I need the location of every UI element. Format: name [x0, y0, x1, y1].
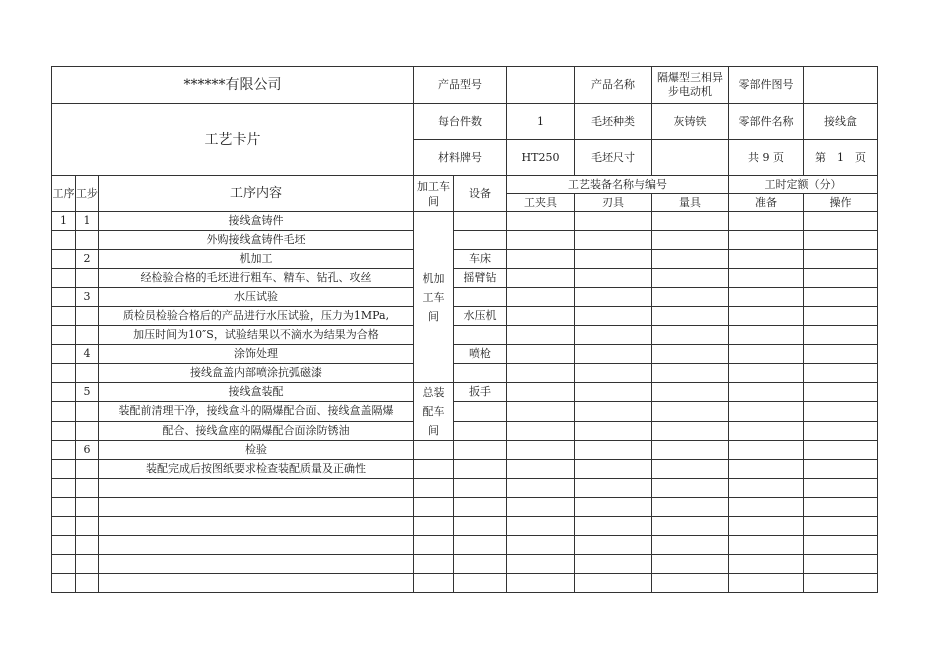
col-header-time: 工时定额（分） — [729, 176, 878, 194]
row-cutter — [575, 269, 652, 288]
row-cutter — [575, 402, 652, 421]
row-operation — [804, 574, 878, 593]
row-step — [76, 421, 99, 440]
row-operation — [804, 498, 878, 517]
row-equipment — [454, 441, 507, 460]
row-operation — [804, 326, 878, 345]
table-row — [52, 498, 878, 517]
part-name-value: 接线盒 — [804, 104, 878, 140]
row-gauge — [652, 326, 729, 345]
row-content — [99, 517, 414, 536]
row-cutter — [575, 574, 652, 593]
row-fixture — [507, 536, 575, 555]
per-unit-label: 每台件数 — [414, 104, 507, 140]
table-row — [52, 402, 878, 421]
table-row — [52, 231, 878, 250]
row-cutter — [575, 212, 652, 231]
row-operation — [804, 460, 878, 479]
row-prep — [729, 250, 804, 269]
row-seq — [52, 460, 76, 479]
row-fixture — [507, 441, 575, 460]
row-step — [76, 555, 99, 574]
col-header-prep: 准备 — [729, 194, 804, 212]
row-cutter — [575, 307, 652, 326]
row-step — [76, 498, 99, 517]
row-prep — [729, 536, 804, 555]
row-fixture — [507, 421, 575, 440]
row-content — [99, 498, 414, 517]
col-header-cutter: 刃具 — [575, 194, 652, 212]
part-drawing-value — [804, 67, 878, 104]
table-row — [52, 307, 878, 326]
row-equipment — [454, 479, 507, 498]
row-fixture — [507, 326, 575, 345]
blank-type-label: 毛坯种类 — [575, 104, 652, 140]
row-seq: 1 — [52, 212, 76, 231]
table-row — [52, 574, 878, 593]
row-step — [76, 460, 99, 479]
row-gauge — [652, 536, 729, 555]
row-equipment — [454, 574, 507, 593]
row-step — [76, 307, 99, 326]
row-operation — [804, 421, 878, 440]
row-content: 机加工 — [99, 250, 414, 269]
row-content: 经检验合格的毛坯进行粗车、精车、钻孔、攻丝 — [99, 269, 414, 288]
table-row — [52, 269, 878, 288]
row-step — [76, 364, 99, 383]
row-workshop — [414, 574, 454, 593]
row-seq — [52, 402, 76, 421]
row-operation — [804, 269, 878, 288]
workshop-machining: 机加工车间 — [414, 212, 454, 383]
row-cutter — [575, 250, 652, 269]
row-fixture — [507, 231, 575, 250]
table-row — [52, 212, 878, 231]
table-row — [52, 460, 878, 479]
col-header-workshop: 加工车间 — [414, 176, 454, 212]
row-content — [99, 574, 414, 593]
row-fixture — [507, 269, 575, 288]
row-step: 5 — [76, 383, 99, 402]
row-operation — [804, 288, 878, 307]
row-operation — [804, 555, 878, 574]
row-prep — [729, 269, 804, 288]
row-seq — [52, 364, 76, 383]
row-seq — [52, 231, 76, 250]
row-cutter — [575, 555, 652, 574]
row-prep — [729, 231, 804, 250]
row-operation — [804, 536, 878, 555]
row-cutter — [575, 345, 652, 364]
row-fixture — [507, 555, 575, 574]
row-cutter — [575, 364, 652, 383]
row-step — [76, 574, 99, 593]
row-cutter — [575, 479, 652, 498]
row-operation — [804, 517, 878, 536]
row-step — [76, 536, 99, 555]
row-equipment — [454, 421, 507, 440]
per-unit-value: 1 — [507, 104, 575, 140]
row-operation — [804, 441, 878, 460]
row-gauge — [652, 307, 729, 326]
row-operation — [804, 307, 878, 326]
row-content: 装配前清理干净，接线盒斗的隔爆配合面、接线盒盖隔爆 — [99, 402, 414, 421]
table-row — [52, 555, 878, 574]
workshop-assembly: 总装配车间 — [414, 383, 454, 441]
row-gauge — [652, 231, 729, 250]
total-pages: 共 9 页 — [729, 140, 804, 176]
row-gauge — [652, 498, 729, 517]
material-value: HT250 — [507, 140, 575, 176]
part-drawing-label: 零部件图号 — [729, 67, 804, 104]
row-content: 检验 — [99, 441, 414, 460]
row-fixture — [507, 364, 575, 383]
table-row — [52, 326, 878, 345]
row-fixture — [507, 498, 575, 517]
row-cutter — [575, 421, 652, 440]
row-content: 外购接线盒铸件毛坯 — [99, 231, 414, 250]
row-seq — [52, 498, 76, 517]
row-operation — [804, 345, 878, 364]
row-equipment — [454, 212, 507, 231]
table-row — [52, 250, 878, 269]
row-gauge — [652, 460, 729, 479]
row-content — [99, 555, 414, 574]
table-row — [52, 288, 878, 307]
row-operation — [804, 212, 878, 231]
material-label: 材料牌号 — [414, 140, 507, 176]
table-row — [52, 517, 878, 536]
row-prep — [729, 441, 804, 460]
row-gauge — [652, 383, 729, 402]
row-equipment — [454, 402, 507, 421]
row-fixture — [507, 307, 575, 326]
row-fixture — [507, 250, 575, 269]
row-step: 3 — [76, 288, 99, 307]
blank-size-label: 毛坯尺寸 — [575, 140, 652, 176]
row-prep — [729, 555, 804, 574]
row-seq — [52, 383, 76, 402]
row-fixture — [507, 288, 575, 307]
row-equipment — [454, 536, 507, 555]
row-equipment — [454, 517, 507, 536]
row-step: 6 — [76, 441, 99, 460]
row-content: 质检员检验合格后的产品进行水压试验，压力为1MPa, — [99, 307, 414, 326]
blank-type-value: 灰铸铁 — [652, 104, 729, 140]
row-seq — [52, 574, 76, 593]
row-operation — [804, 364, 878, 383]
col-header-tooling: 工艺装备名称与编号 — [507, 176, 729, 194]
row-fixture — [507, 212, 575, 231]
row-operation — [804, 383, 878, 402]
row-prep — [729, 479, 804, 498]
row-workshop — [414, 555, 454, 574]
row-seq — [52, 441, 76, 460]
part-name-label: 零部件名称 — [729, 104, 804, 140]
product-model-value — [507, 67, 575, 104]
row-prep — [729, 460, 804, 479]
row-fixture — [507, 383, 575, 402]
row-prep — [729, 288, 804, 307]
row-operation — [804, 250, 878, 269]
product-name-label: 产品名称 — [575, 67, 652, 104]
row-cutter — [575, 326, 652, 345]
row-operation — [804, 231, 878, 250]
row-workshop — [414, 498, 454, 517]
row-cutter — [575, 536, 652, 555]
row-fixture — [507, 345, 575, 364]
table-row — [52, 345, 878, 364]
row-content: 接线盒盖内部喷涂抗弧磁漆 — [99, 364, 414, 383]
row-equipment: 喷枪 — [454, 345, 507, 364]
row-equipment — [454, 231, 507, 250]
process-card-table — [51, 66, 878, 593]
row-gauge — [652, 479, 729, 498]
row-operation — [804, 402, 878, 421]
row-cutter — [575, 498, 652, 517]
row-content — [99, 536, 414, 555]
row-equipment: 扳手 — [454, 383, 507, 402]
row-step: 4 — [76, 345, 99, 364]
row-gauge — [652, 555, 729, 574]
table-row — [52, 383, 878, 402]
company-name: ******有限公司 — [52, 67, 414, 104]
row-gauge — [652, 250, 729, 269]
row-equipment — [454, 364, 507, 383]
row-content: 接线盒铸件 — [99, 212, 414, 231]
row-gauge — [652, 402, 729, 421]
row-prep — [729, 364, 804, 383]
col-header-seq: 工序 — [52, 176, 76, 212]
row-content: 配合、接线盒座的隔爆配合面涂防锈油 — [99, 421, 414, 440]
row-fixture — [507, 402, 575, 421]
row-prep — [729, 345, 804, 364]
row-seq — [52, 269, 76, 288]
product-name-value: 隔爆型三相异步电动机 — [652, 67, 729, 104]
col-header-gauge: 量具 — [652, 194, 729, 212]
row-prep — [729, 383, 804, 402]
page-number: 第 1 页 — [804, 140, 878, 176]
row-seq — [52, 326, 76, 345]
table-row — [52, 536, 878, 555]
row-equipment — [454, 555, 507, 574]
row-equipment: 车床 — [454, 250, 507, 269]
col-header-operation: 操作 — [804, 194, 878, 212]
col-header-step: 工步 — [76, 176, 99, 212]
row-seq — [52, 517, 76, 536]
row-equipment — [454, 326, 507, 345]
row-seq — [52, 288, 76, 307]
row-gauge — [652, 288, 729, 307]
row-prep — [729, 421, 804, 440]
row-seq — [52, 345, 76, 364]
col-header-fixture: 工夹具 — [507, 194, 575, 212]
table-row — [52, 421, 878, 440]
row-equipment: 水压机 — [454, 307, 507, 326]
row-content: 接线盒装配 — [99, 383, 414, 402]
row-cutter — [575, 441, 652, 460]
col-header-content: 工序内容 — [99, 176, 414, 212]
row-cutter — [575, 288, 652, 307]
row-workshop — [414, 517, 454, 536]
row-fixture — [507, 479, 575, 498]
row-gauge — [652, 364, 729, 383]
row-prep — [729, 307, 804, 326]
row-seq — [52, 555, 76, 574]
row-step — [76, 479, 99, 498]
row-prep — [729, 574, 804, 593]
table-row — [52, 479, 878, 498]
row-equipment — [454, 288, 507, 307]
row-step — [76, 231, 99, 250]
row-seq — [52, 307, 76, 326]
row-operation — [804, 479, 878, 498]
row-workshop — [414, 536, 454, 555]
row-prep — [729, 498, 804, 517]
row-seq — [52, 250, 76, 269]
col-header-equipment: 设备 — [454, 176, 507, 212]
row-step: 1 — [76, 212, 99, 231]
row-gauge — [652, 441, 729, 460]
row-seq — [52, 536, 76, 555]
row-seq — [52, 479, 76, 498]
row-equipment — [454, 498, 507, 517]
table-row — [52, 364, 878, 383]
row-fixture — [507, 460, 575, 479]
row-step — [76, 326, 99, 345]
row-equipment — [454, 460, 507, 479]
row-content: 涂饰处理 — [99, 345, 414, 364]
row-prep — [729, 326, 804, 345]
row-cutter — [575, 383, 652, 402]
row-cutter — [575, 460, 652, 479]
row-step — [76, 269, 99, 288]
row-gauge — [652, 269, 729, 288]
row-gauge — [652, 345, 729, 364]
card-title: 工艺卡片 — [52, 104, 414, 176]
row-workshop — [414, 479, 454, 498]
row-content — [99, 479, 414, 498]
row-fixture — [507, 517, 575, 536]
row-step: 2 — [76, 250, 99, 269]
row-cutter — [575, 517, 652, 536]
product-model-label: 产品型号 — [414, 67, 507, 104]
row-step — [76, 402, 99, 421]
row-seq — [52, 421, 76, 440]
row-content: 装配完成后按图纸要求检查装配质量及正确性 — [99, 460, 414, 479]
row-gauge — [652, 574, 729, 593]
row-content: 加压时间为10″S，试验结果以不滴水为结果为合格 — [99, 326, 414, 345]
table-row — [52, 441, 878, 460]
row-equipment: 摇臂钻 — [454, 269, 507, 288]
row-gauge — [652, 517, 729, 536]
row-step — [76, 517, 99, 536]
blank-size-value — [652, 140, 729, 176]
row-gauge — [652, 421, 729, 440]
row-prep — [729, 402, 804, 421]
row-workshop — [414, 441, 454, 460]
row-prep — [729, 212, 804, 231]
row-cutter — [575, 231, 652, 250]
row-workshop — [414, 460, 454, 479]
row-fixture — [507, 574, 575, 593]
row-prep — [729, 517, 804, 536]
row-content: 水压试验 — [99, 288, 414, 307]
row-gauge — [652, 212, 729, 231]
